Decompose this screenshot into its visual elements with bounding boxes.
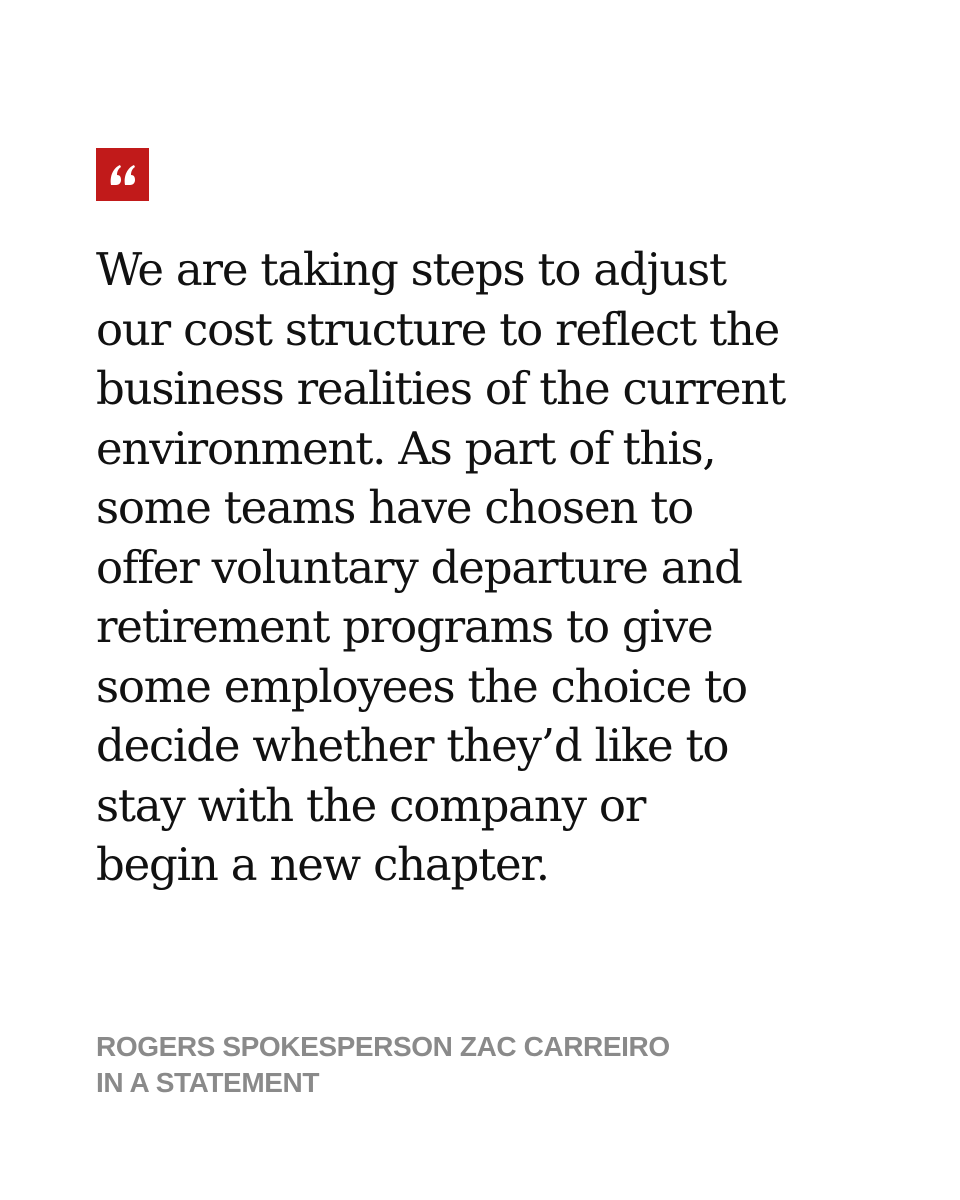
quote-text xyxy=(96,240,836,895)
quote-attribution xyxy=(96,1029,856,1101)
quote-mark-badge xyxy=(96,148,149,201)
quote-line: stay with the company or xyxy=(96,778,646,832)
quotation-mark-icon xyxy=(109,164,137,186)
quote-line: decide whether they’d like to xyxy=(96,719,729,772)
quote-line: our cost structure to reflect the xyxy=(96,302,780,356)
quote-line: We are taking steps to adjust xyxy=(96,243,726,296)
quote-line: begin a new chapter. xyxy=(96,838,549,891)
attribution-source: IN A STATEMENT xyxy=(96,1067,320,1098)
quote-line: some employees the choice to xyxy=(96,659,747,713)
attribution-speaker: ROGERS SPOKESPERSON ZAC CARREIRO xyxy=(96,1031,670,1062)
quote-line: some teams have chosen to xyxy=(96,481,694,534)
quote-line: offer voluntary departure and xyxy=(96,540,742,594)
quote-line: retirement programs to give xyxy=(96,600,713,653)
quote-line: business realities of the current xyxy=(96,362,785,415)
quote-line: environment. As part of this, xyxy=(96,421,716,475)
